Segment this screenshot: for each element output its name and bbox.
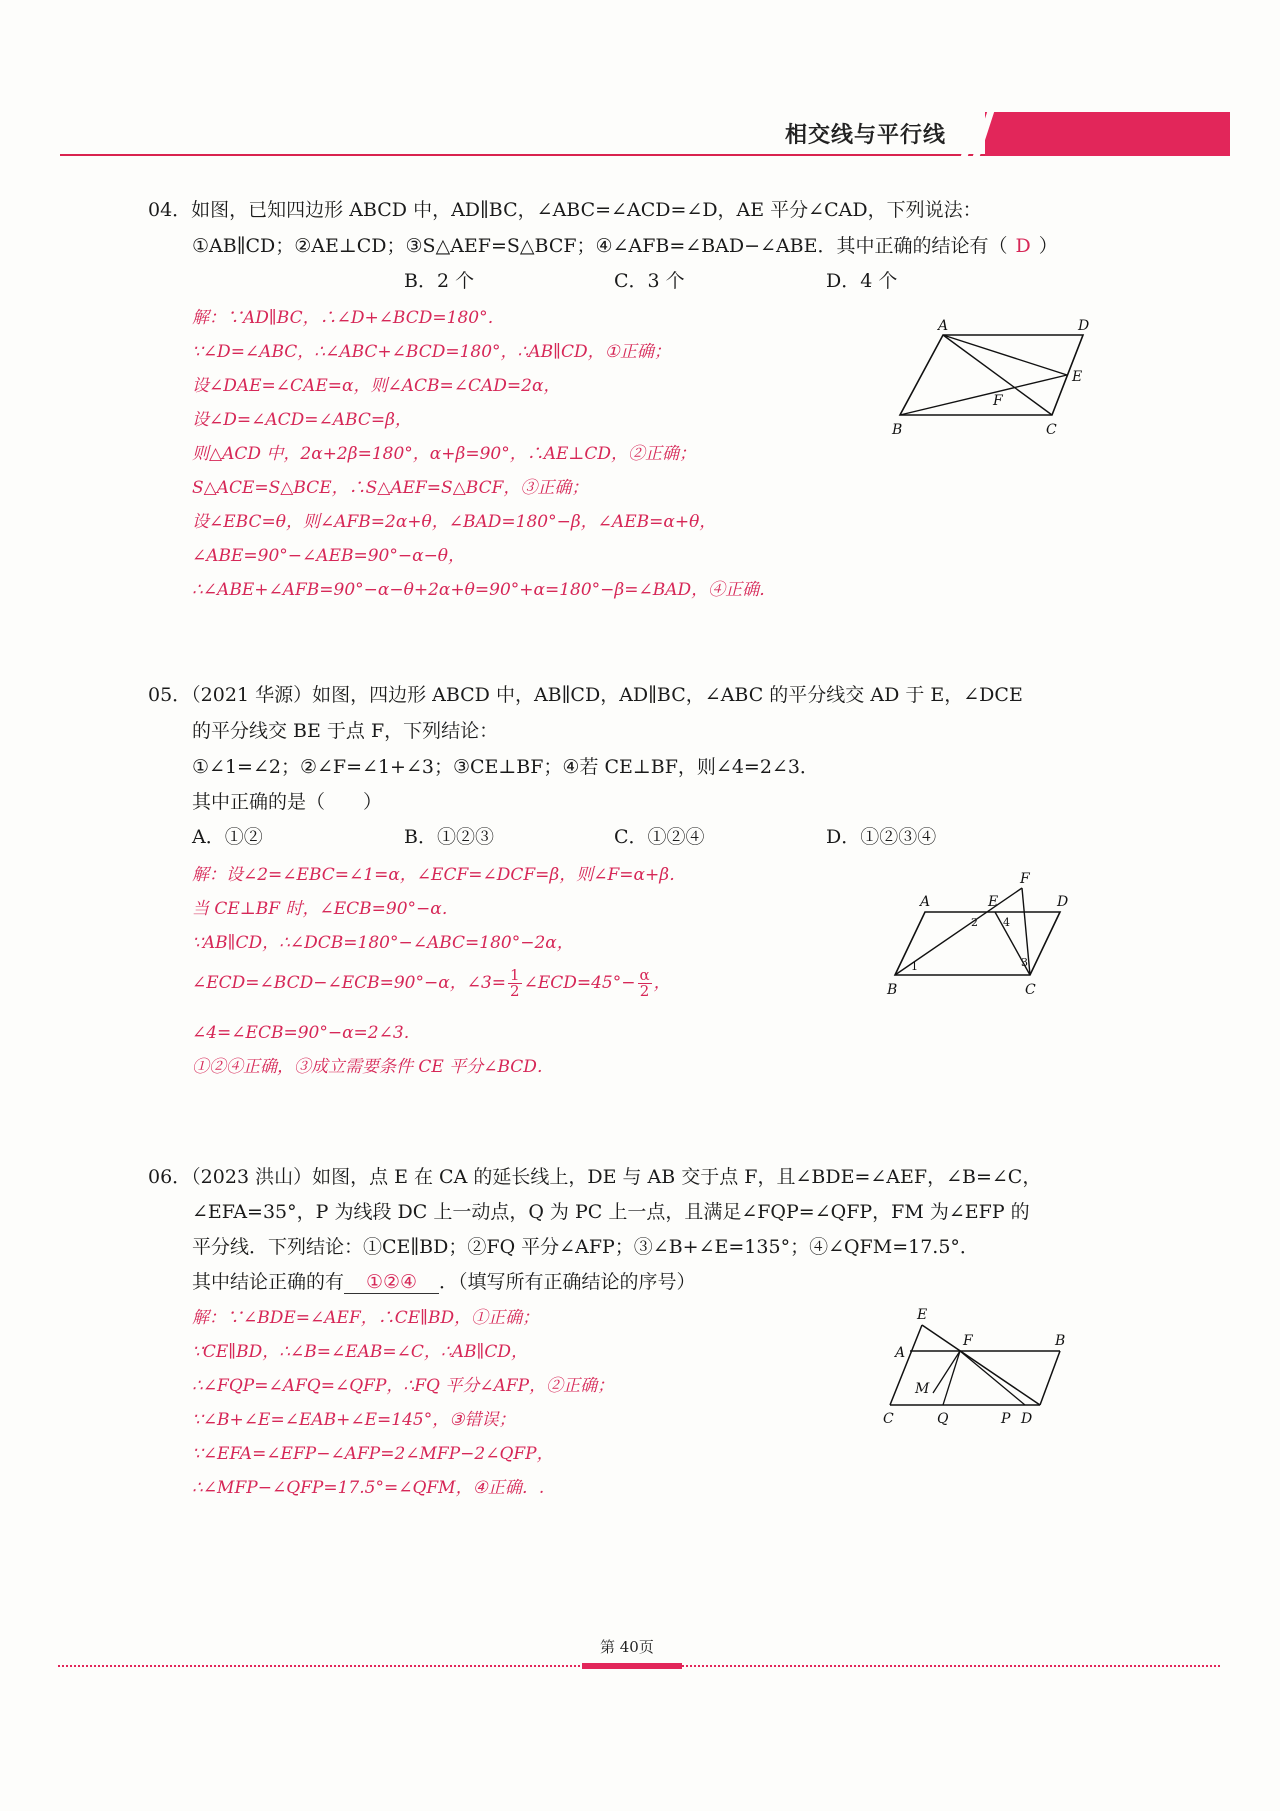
q06-solution-line: ∴∠MFP−∠QFP=17.5°=∠QFM，④正确．. bbox=[192, 1478, 545, 1498]
q04-solution-line: 则△ACD 中，2α+2β=180°，α+β=90°，∴AE⊥CD，②正确； bbox=[192, 444, 697, 464]
q06-label-b: B bbox=[1055, 1333, 1066, 1349]
q05-solution-line: ∵AB∥CD，∴∠DCB=180°−∠ABC=180°−2α， bbox=[192, 933, 574, 953]
q04-label-d: D bbox=[1078, 318, 1090, 334]
q05-label-angle-2: 2 bbox=[971, 916, 978, 929]
q04-solution-line: 设∠EBC=θ，则∠AFB=2α+θ，∠BAD=180°−β，∠AEB=α+θ， bbox=[192, 512, 717, 532]
q05-stem-line-1: 05．（2021 华源）如图，四边形 ABCD 中，AB∥CD，AD∥BC，∠ABC 的平分线交 AD 于 E，∠DCE bbox=[148, 684, 1023, 706]
q04-segment-ae bbox=[943, 335, 1067, 375]
q04-solution-line: ∴∠ABE+∠AFB=90°−α−θ+2α+θ=90°+α=180°−β=∠BAD，④正确． bbox=[192, 580, 777, 600]
q06-label-c: C bbox=[883, 1411, 894, 1427]
q04-label-e: E bbox=[1072, 369, 1083, 385]
q05-fraction-half: $\frac{1}{2}$ bbox=[510, 966, 520, 1000]
q05-option-d: D．①②③④ bbox=[826, 826, 937, 848]
q05-label-angle-4: 4 bbox=[1003, 916, 1010, 929]
q04-label-c: C bbox=[1046, 422, 1057, 438]
q05-label-d: D bbox=[1057, 894, 1069, 910]
q05-solution-line: ∠4=∠ECB=90°−α=2∠3． bbox=[192, 1023, 421, 1043]
q06-line-fm bbox=[933, 1351, 960, 1393]
q05-stem-line-3: ①∠1=∠2；②∠F=∠1+∠3；③CE⊥BF；④若 CE⊥BF，则∠4=2∠3． bbox=[192, 756, 819, 778]
q06-solution-line: ∴∠FQP=∠AFQ=∠QFP，∴FQ 平分∠AFP，②正确； bbox=[192, 1376, 615, 1396]
q05-label-b: B bbox=[887, 982, 898, 998]
q04-solution-line: 设∠D=∠ACD=∠ABC=β， bbox=[192, 410, 412, 430]
q04-answer: D bbox=[1015, 235, 1031, 257]
q05-label-a: A bbox=[920, 894, 931, 910]
footer-accent bbox=[582, 1663, 682, 1669]
q06-solution-line: ∵∠B+∠E=∠EAB+∠E=145°，③错误； bbox=[192, 1410, 516, 1430]
q06-figure bbox=[875, 1295, 1075, 1440]
q04-solution-line: 设∠DAE=∠CAE=α，则∠ACB=∠CAD=2α， bbox=[192, 376, 561, 396]
q06-label-d: D bbox=[1021, 1411, 1033, 1427]
q06-label-a: A bbox=[895, 1345, 906, 1361]
q05-option-c: C．①②④ bbox=[614, 826, 705, 848]
q05-label-angle-1: 1 bbox=[911, 960, 918, 973]
q05-stem-line-2: 的平分线交 BE 于点 F，下列结论： bbox=[192, 720, 499, 742]
q05-stem-line-4: 其中正确的是（ ） bbox=[192, 791, 383, 813]
q05-fraction-alpha-half: $\frac{\alpha}{2}$ bbox=[639, 966, 650, 1000]
q06-label-p: P bbox=[1001, 1411, 1011, 1427]
q05-solution-line: 当 CE⊥BF 时，∠ECB=90°−α． bbox=[192, 899, 459, 919]
q04-label-a: A bbox=[938, 318, 949, 334]
q05-label-e: E bbox=[988, 894, 999, 910]
q04-solution-line: S△ACE=S△BCE，∴S△AEF=S△BCF，③正确； bbox=[192, 478, 589, 498]
q06-line-fp bbox=[960, 1351, 1025, 1405]
q04-label-b: B bbox=[892, 422, 903, 438]
q04-quadrilateral bbox=[900, 335, 1083, 415]
header-band bbox=[985, 112, 1230, 156]
q06-label-m: M bbox=[915, 1381, 930, 1397]
q06-stem-line-1: 06．（2023 洪山）如图，点 E 在 CA 的延长线上，DE 与 AB 交于点 F，且∠BDE=∠AEF，∠B=∠C， bbox=[148, 1166, 1042, 1188]
q05-solution-line-fraction: ∠ECD=∠BCD−∠ECB=90°−α，∠3= $\frac{1}{2}$ ∠ECD=45°− $\frac{\alpha}{2}$ ， bbox=[192, 966, 671, 1000]
q05-option-a: A．①② bbox=[192, 826, 263, 848]
q06-solution-line: ∵∠EFA=∠EFP−∠AFP=2∠MFP−2∠QFP， bbox=[192, 1444, 554, 1464]
q05-label-c: C bbox=[1025, 982, 1036, 998]
q06-solution-line: ∵CE∥BD，∴∠B=∠EAB=∠C，∴AB∥CD， bbox=[192, 1342, 528, 1362]
q04-solution-line: 解：∵AD∥BC，∴∠D+∠BCD=180°． bbox=[192, 308, 505, 328]
q06-line-fq bbox=[943, 1351, 960, 1405]
q05-label-angle-3: 3 bbox=[1021, 956, 1028, 969]
q04-option-c: C．3 个 bbox=[614, 270, 685, 292]
q04-stem-line-1: 04．如图，已知四边形 ABCD 中，AD∥BC，∠ABC=∠ACD=∠D，AE 平分∠CAD，下列说法： bbox=[148, 199, 982, 221]
q06-label-e: E bbox=[917, 1307, 928, 1323]
q06-label-f: F bbox=[963, 1333, 973, 1349]
q06-label-q: Q bbox=[937, 1411, 949, 1427]
q04-solution-line: ∠ABE=90°−∠AEB=90°−α−θ， bbox=[192, 546, 466, 566]
q06-stem-line-4: 其中结论正确的有 ①②④ ．（填写所有正确结论的序号） bbox=[192, 1271, 696, 1293]
q06-line-bd bbox=[1040, 1351, 1060, 1405]
q05-label-f: F bbox=[1020, 871, 1030, 887]
q06-answer-blank: ①②④ bbox=[344, 1271, 439, 1294]
q06-line-ed bbox=[922, 1325, 1040, 1405]
q04-option-d: D．4 个 bbox=[826, 270, 898, 292]
q04-label-f: F bbox=[993, 393, 1003, 409]
page-number: 第 40页 bbox=[600, 1638, 654, 1656]
q06-stem-line-2: ∠EFA=35°，P 为线段 DC 上一动点，Q 为 PC 上一点，且满足∠FQP=∠QFP，FM 为∠EFP 的 bbox=[192, 1201, 1030, 1223]
q05-solution-line: ①②④正确，③成立需要条件 CE 平分∠BCD． bbox=[192, 1057, 554, 1077]
q04-option-b: B．2 个 bbox=[404, 270, 475, 292]
q06-solution-line: 解：∵∠BDE=∠AEF，∴CE∥BD，①正确； bbox=[192, 1308, 540, 1328]
q05-option-b: B．①②③ bbox=[404, 826, 494, 848]
q04-figure bbox=[880, 315, 1090, 445]
q05-solution-line: 解：设∠2=∠EBC=∠1=α，∠ECF=∠DCF=β，则∠F=α+β． bbox=[192, 865, 687, 885]
chapter-title: 相交线与平行线 bbox=[785, 122, 947, 148]
q05-figure bbox=[875, 870, 1085, 1000]
q06-stem-line-3: 平分线．下列结论：①CE∥BD；②FQ 平分∠AFP；③∠B+∠E=135°；④∠QFM=17.5°． bbox=[192, 1236, 979, 1258]
q04-stem-line-2: ①AB∥CD；②AE⊥CD；③S△AEF=S△BCF；④∠AFB=∠BAD−∠ABE．其中正确的结论有（ D ） bbox=[192, 235, 1058, 257]
q04-segment-be bbox=[900, 375, 1067, 415]
q04-solution-line: ∵∠D=∠ABC，∴∠ABC+∠BCD=180°，∴AB∥CD，①正确； bbox=[192, 342, 671, 362]
